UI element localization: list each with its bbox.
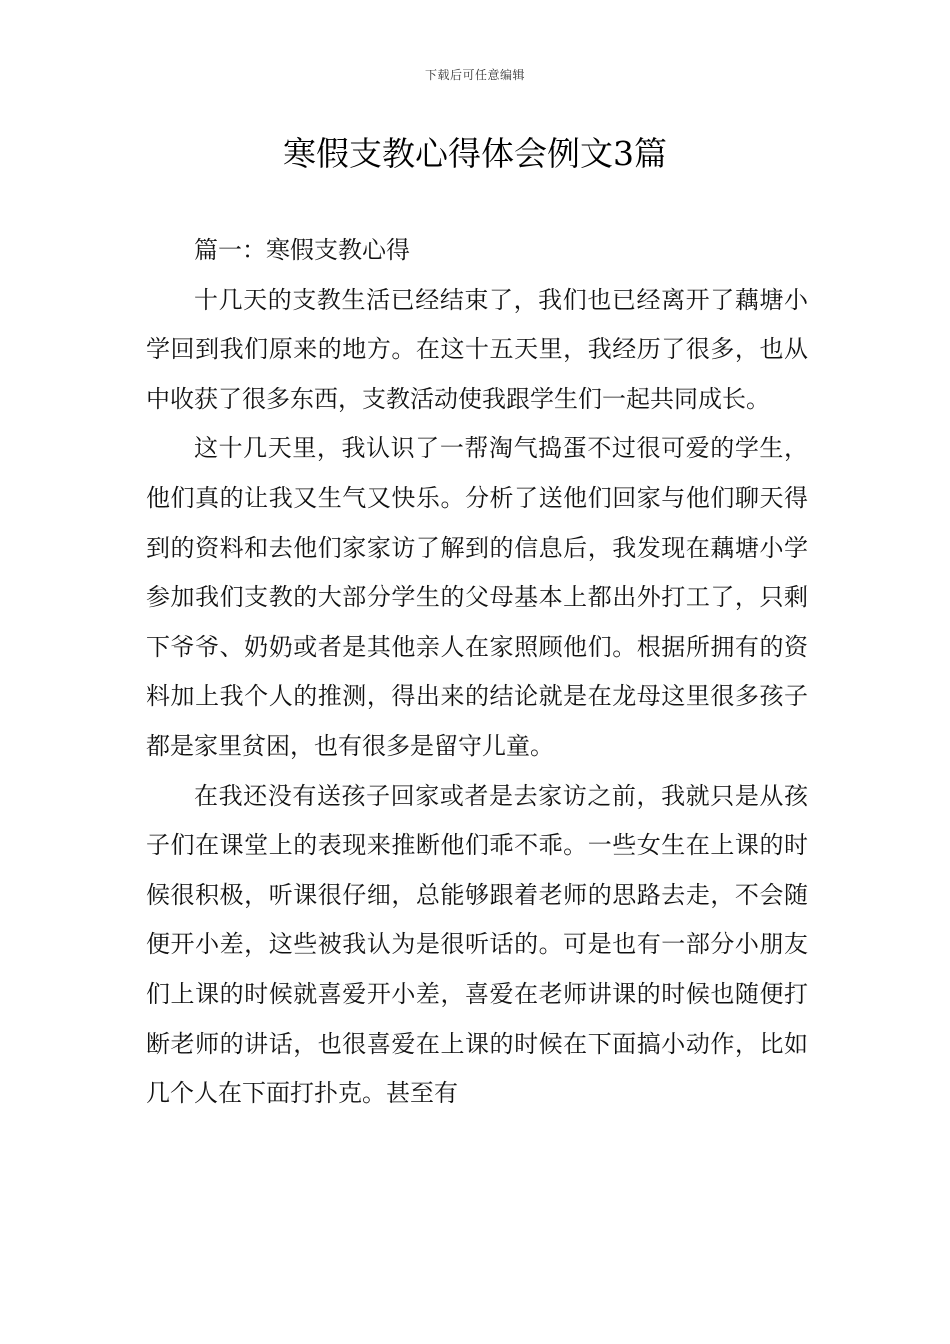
paragraph-2: 这十几天里，我认识了一帮淘气捣蛋不过很可爱的学生，他们真的让我又生气又快乐。分析了送他们回家与他们聊天得到的资料和去他们家家访了解到的信息后，我发现在藕塘小学参加我们支教的大部分学生的父母基本上都出外打工了，只剩下爷爷、奶奶或者是其他亲人在家照顾他们。根据所拥有的资料加上我个人的推测，得出来的结论就是在龙母这里很多孩子都是家里贫困，也有很多是留守儿童。	[146, 434, 808, 760]
paragraph-1: 十几天的支教生活已经结束了，我们也已经离开了藕塘小学回到我们原来的地方。在这十五天里，我经历了很多，也从中收获了很多东西，支教活动使我跟学生们一起共同成长。	[146, 285, 808, 413]
header-note: 下载后可任意编辑	[424, 68, 525, 82]
document-title: 寒假支教心得体会例文3篇	[283, 134, 667, 173]
section-heading: 篇一：寒假支教心得	[194, 236, 410, 264]
paragraph-3: 在我还没有送孩子回家或者是去家访之前，我就只是从孩子们在课堂上的表现来推断他们乖不乖。一些女生在上课的时候很积极，听课很仔细，总能够跟着老师的思路去走，不会随便开小差，这些被我认为是很听话的。可是也有一部分小朋友们上课的时候就喜爱开小差，喜爱在老师讲课的时候也随便打断老师的讲话，也很喜爱在上课的时候在下面搞小动作，比如几个人在下面打扑克。甚至有	[146, 781, 808, 1108]
document-body	[146, 226, 808, 1119]
